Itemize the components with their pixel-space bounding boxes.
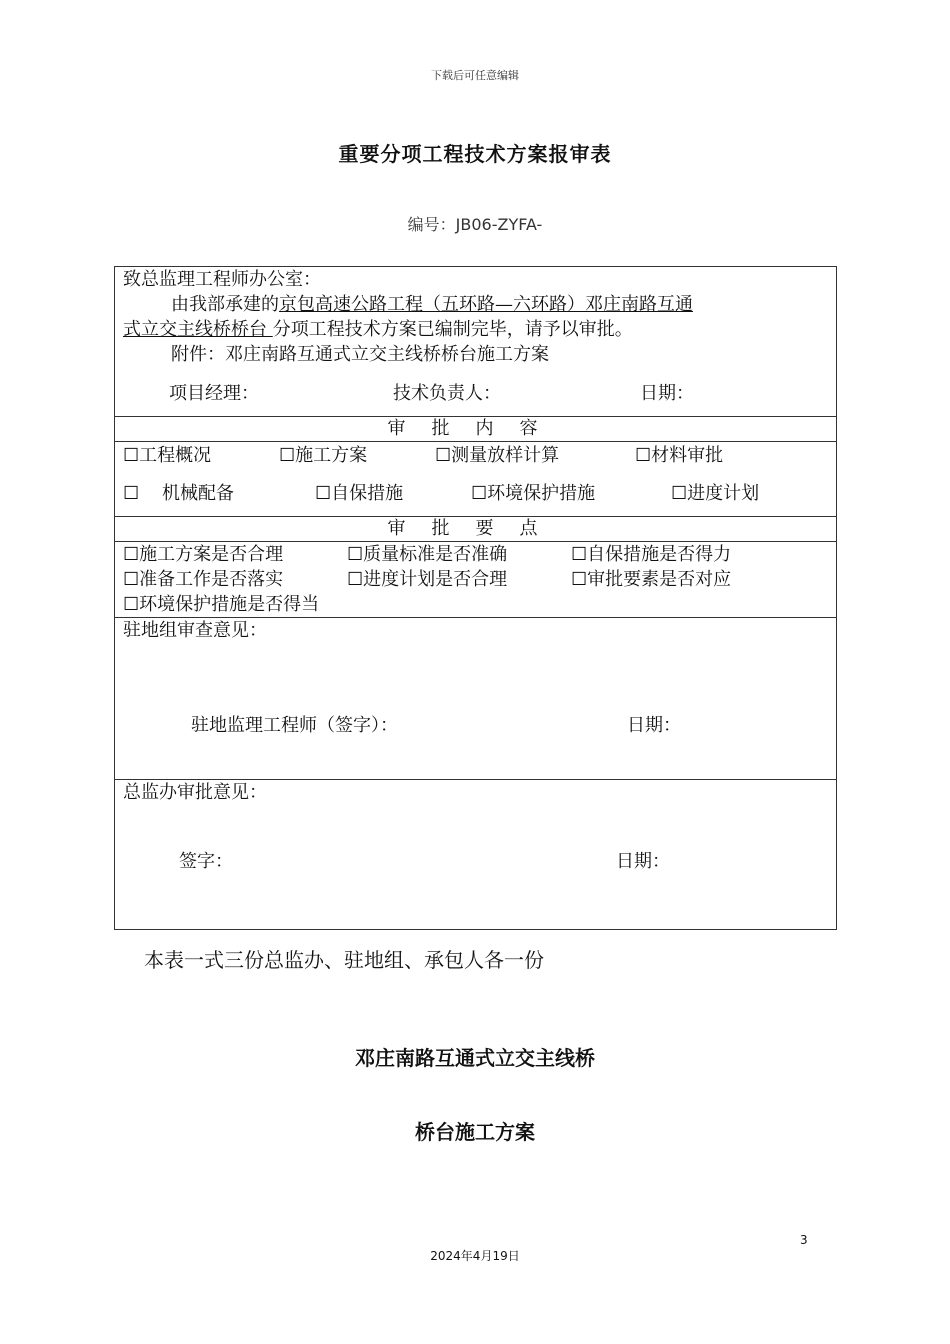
signatures-line bbox=[123, 381, 828, 406]
checkbox-environmental-appropriate[interactable]: ☐环境保护措施是否得当 bbox=[123, 594, 320, 615]
review-content-header: 审批内容 bbox=[115, 417, 837, 442]
checkbox-machinery[interactable]: ☐ 机械配备 bbox=[123, 483, 235, 504]
resident-opinion-label: 驻地组审查意见： bbox=[123, 620, 267, 641]
body-prefix: 由我部承建的 bbox=[171, 294, 279, 315]
date-label: 日期： bbox=[640, 383, 694, 404]
project-name-part-2: 式立交主线桥桥台 bbox=[123, 319, 273, 340]
project-manager-label: 项目经理： bbox=[169, 383, 259, 404]
chief-date-label: 日期： bbox=[616, 851, 670, 872]
chief-opinion-label: 总监办审批意见： bbox=[123, 782, 267, 803]
review-points-row-1 bbox=[123, 542, 828, 567]
checkbox-preparation[interactable]: ☐准备工作是否落实 bbox=[123, 569, 284, 590]
project-name-part-1: 京包高速公路工程（五环路—六环路）邓庄南路互通 bbox=[279, 294, 693, 315]
checkbox-schedule-reasonable[interactable]: ☐进度计划是否合理 bbox=[347, 569, 508, 590]
resident-engineer-sign-label: 驻地监理工程师（签字）： bbox=[191, 715, 398, 736]
addressee: 致总监理工程师办公室： bbox=[123, 269, 321, 290]
review-points-header: 审批要点 bbox=[115, 517, 837, 542]
checkbox-construction-plan[interactable]: ☐施工方案 bbox=[279, 445, 368, 466]
header-note: 下载后可任意编辑 bbox=[431, 69, 519, 82]
body-suffix: 分项工程技术方案已编制完毕，请予以审批。 bbox=[272, 319, 633, 340]
attachment-line: 附件：邓庄南路互通式立交主线桥桥台施工方案 bbox=[171, 344, 549, 365]
checkbox-schedule[interactable]: ☐进度计划 bbox=[671, 483, 760, 504]
document-number: 编号：JB06-ZYFA- bbox=[407, 215, 543, 234]
checkbox-quality-standard[interactable]: ☐质量标准是否准确 bbox=[347, 544, 508, 565]
resident-opinion-cell bbox=[115, 618, 837, 780]
checkbox-environmental-measures[interactable]: ☐环境保护措施 bbox=[471, 483, 596, 504]
review-points-row-2 bbox=[123, 567, 828, 592]
application-cell bbox=[115, 267, 837, 417]
approval-form-table bbox=[114, 266, 837, 930]
checkbox-safety-measures[interactable]: ☐自保措施 bbox=[315, 483, 404, 504]
review-content-cell bbox=[115, 442, 837, 517]
chief-signature-label: 签字： bbox=[179, 851, 233, 872]
body-line-2 bbox=[123, 317, 828, 342]
checkbox-project-overview[interactable]: ☐工程概况 bbox=[123, 445, 212, 466]
checkbox-survey-calculation[interactable]: ☐测量放样计算 bbox=[435, 445, 560, 466]
subtitle-bridge: 邓庄南路互通式立交主线桥 bbox=[355, 1046, 595, 1070]
checkbox-safety-effective[interactable]: ☐自保措施是否得力 bbox=[571, 544, 732, 565]
resident-date-label: 日期： bbox=[627, 715, 681, 736]
body-line-1 bbox=[123, 292, 828, 317]
chief-opinion-cell bbox=[115, 780, 837, 930]
review-content-row-2 bbox=[123, 480, 828, 508]
checkbox-elements-match[interactable]: ☐审批要素是否对应 bbox=[571, 569, 732, 590]
copies-note: 本表一式三份总监办、驻地组、承包人各一份 bbox=[144, 948, 544, 972]
subtitle-plan: 桥台施工方案 bbox=[415, 1120, 535, 1144]
checkbox-plan-reasonable[interactable]: ☐施工方案是否合理 bbox=[123, 544, 284, 565]
review-content-row-1 bbox=[123, 442, 828, 470]
checkbox-material-approval[interactable]: ☐材料审批 bbox=[635, 445, 724, 466]
review-points-cell bbox=[115, 542, 837, 618]
tech-lead-label: 技术负责人： bbox=[393, 383, 501, 404]
page-title: 重要分项工程技术方案报审表 bbox=[338, 142, 612, 166]
page-number: 3 bbox=[800, 1233, 808, 1247]
footer-date: 2024年4月19日 bbox=[430, 1249, 520, 1263]
